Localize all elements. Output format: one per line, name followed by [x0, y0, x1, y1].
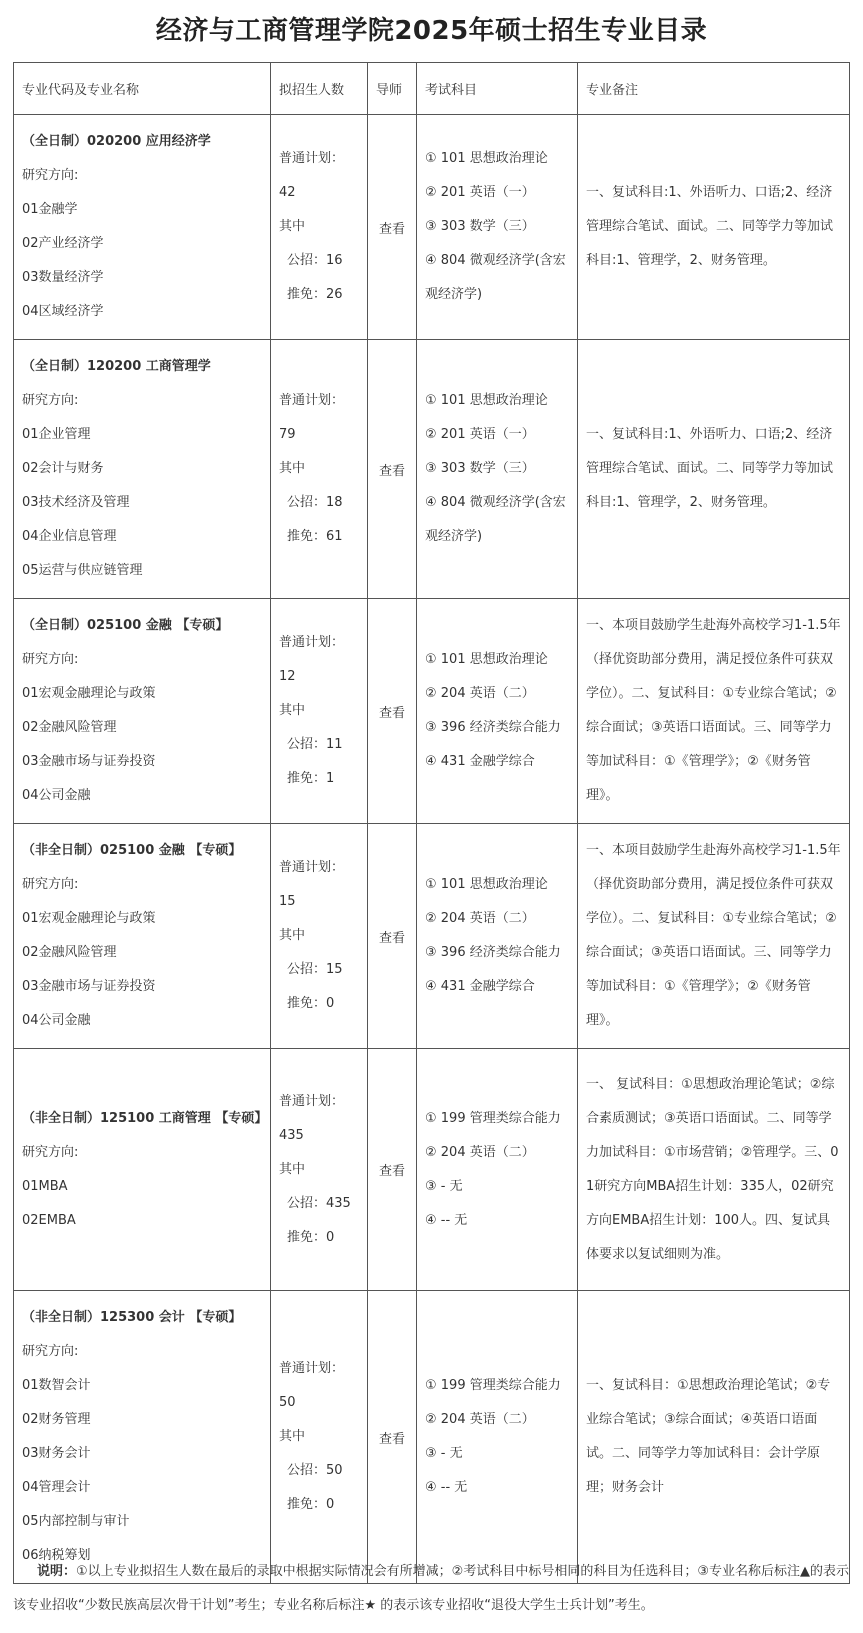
major-name: （非全日制）125100 工商管理 【专硕】 — [22, 1110, 268, 1126]
footnote-text: ①以上专业拟招生人数在最后的录取中根据实际情况会有所增减；②考试科目中标号相同的科目为任选科目；③专业名称后标注▲的表示该专业招收“少数民族高层次骨干计划”考生；专业名称后标注★ 的表示该专业招收“退役大学生士兵计划”考生。 — [13, 1564, 849, 1613]
table-row — [14, 1291, 850, 1584]
major-name: （全日制）120200 工商管理学 — [22, 359, 211, 374]
direction-item: 01MBA — [22, 1178, 68, 1194]
footnote-label: 说明： — [37, 1564, 77, 1579]
plan-cell — [271, 824, 368, 1049]
plan-total: 普通计划：12 — [279, 635, 345, 684]
plan-cell — [271, 340, 368, 599]
plan-public: 公招：11 — [287, 737, 343, 752]
subject-item: ③ - 无 — [425, 1178, 463, 1194]
note-cell: 一、本项目鼓励学生赴海外高校学习1-1.5年（择优资助部分费用，满足授位条件可获双学位）。二、复试科目：①专业综合笔试；②综合面试；③英语口语面试。三、同等学力等加试科目：①《管理学》；②《财务管理》。 — [578, 824, 850, 1049]
tutor-cell — [368, 1049, 417, 1291]
major-name: （全日制）020200 应用经济学 — [22, 134, 211, 149]
plan-sub-label: 其中 — [279, 461, 306, 476]
major-name: （非全日制）025100 金融 【专硕】 — [22, 843, 242, 858]
subject-item: ③ 303 数学（三） — [425, 219, 535, 234]
direction-item: 02产业经济学 — [22, 236, 104, 251]
direction-item: 01数智会计 — [22, 1378, 91, 1393]
major-cell — [14, 1049, 271, 1291]
direction-item: 01宏观金融理论与政策 — [22, 911, 156, 926]
subjects-cell — [417, 1291, 578, 1584]
plan-total: 普通计划：79 — [279, 393, 345, 442]
subjects-cell — [417, 1049, 578, 1291]
subject-item: ③ 396 经济类综合能力 — [425, 945, 561, 960]
footnote — [13, 1555, 849, 1623]
direction-item: 06纳税筹划 — [22, 1548, 91, 1563]
header-major: 专业代码及专业名称 — [14, 63, 271, 115]
direction-item: 03数量经济学 — [22, 270, 104, 285]
table-row — [14, 599, 850, 824]
major-name: （非全日制）125300 会计 【专硕】 — [22, 1310, 242, 1325]
subject-item: ① 101 思想政治理论 — [425, 151, 548, 166]
subject-item: ① 101 思想政治理论 — [425, 393, 548, 408]
view-tutor-link[interactable]: 查看 — [378, 705, 405, 721]
subject-item: ① 101 思想政治理论 — [425, 652, 548, 667]
plan-sub-label: 其中 — [279, 1429, 306, 1444]
plan-recommend: 推免：0 — [287, 1229, 335, 1245]
major-cell — [14, 599, 271, 824]
direction-item: 02财务管理 — [22, 1412, 91, 1427]
plan-recommend: 推免：1 — [287, 771, 335, 786]
note-cell: 一、复试科目:1、外语听力、口语;2、经济管理综合笔试、面试。二、同等学力等加试科目:1、管理学，2、财务管理。 — [578, 115, 850, 340]
note-cell: 一、复试科目：①思想政治理论笔试；②专业综合笔试；③综合面试；④英语口语面试。二、同等学力等加试科目：会计学原理；财务会计 — [578, 1291, 850, 1584]
header-plan: 拟招生人数 — [271, 63, 368, 115]
catalog-table — [13, 62, 850, 1584]
plan-sub-label: 其中 — [279, 928, 306, 943]
table-row — [14, 1049, 850, 1291]
direction-item: 02EMBA — [22, 1212, 76, 1228]
note-cell: 一、复试科目:1、外语听力、口语;2、经济管理综合笔试、面试。二、同等学力等加试科目:1、管理学，2、财务管理。 — [578, 340, 850, 599]
direction-item: 02金融风险管理 — [22, 720, 117, 735]
subject-item: ③ - 无 — [425, 1446, 463, 1461]
plan-cell — [271, 115, 368, 340]
subject-item: ③ 303 数学（三） — [425, 461, 535, 476]
subject-item: ② 204 英语（二） — [425, 911, 535, 926]
header-tutor: 导师 — [368, 63, 417, 115]
major-cell — [14, 340, 271, 599]
view-tutor-link[interactable]: 查看 — [378, 1431, 405, 1447]
direction-label: 研究方向: — [22, 1344, 79, 1359]
subjects-cell — [417, 599, 578, 824]
direction-item: 05运营与供应链管理 — [22, 563, 143, 578]
plan-public: 公招：18 — [287, 495, 343, 510]
direction-item: 01金融学 — [22, 202, 78, 217]
page-title: 经济与工商管理学院2025年硕士招生专业目录 — [155, 16, 708, 46]
plan-total: 普通计划：435 — [279, 1093, 345, 1143]
view-tutor-link[interactable]: 查看 — [378, 463, 405, 479]
subject-item: ④ 431 金融学综合 — [425, 754, 535, 769]
tutor-cell — [368, 599, 417, 824]
direction-item: 03技术经济及管理 — [22, 495, 130, 510]
tutor-cell — [368, 340, 417, 599]
subject-item: ① 199 管理类综合能力 — [425, 1110, 561, 1126]
direction-label: 研究方向: — [22, 652, 79, 667]
table-header-row — [14, 63, 850, 115]
plan-recommend: 推免：26 — [287, 287, 343, 302]
subject-item: ② 204 英语（二） — [425, 1144, 535, 1160]
view-tutor-link[interactable]: 查看 — [378, 221, 405, 237]
subject-item: ② 204 英语（二） — [425, 686, 535, 701]
subject-item: ② 201 英语（一） — [425, 427, 535, 442]
subject-item: ④ -- 无 — [425, 1480, 468, 1495]
direction-item: 04公司金融 — [22, 1013, 91, 1028]
major-name: （全日制）025100 金融 【专硕】 — [22, 618, 229, 633]
subjects-cell — [417, 824, 578, 1049]
tutor-cell — [368, 1291, 417, 1584]
direction-item: 02会计与财务 — [22, 461, 104, 476]
table-row — [14, 824, 850, 1049]
plan-public: 公招：50 — [287, 1463, 343, 1478]
plan-sub-label: 其中 — [279, 219, 306, 234]
direction-item: 04管理会计 — [22, 1480, 91, 1495]
subject-item: ② 204 英语（二） — [425, 1412, 535, 1427]
plan-public: 公招：16 — [287, 253, 343, 268]
direction-label: 研究方向: — [22, 877, 79, 892]
subject-item: ① 199 管理类综合能力 — [425, 1378, 561, 1393]
subject-item: ④ 804 微观经济学(含宏观经济学) — [425, 495, 566, 544]
direction-label: 研究方向: — [22, 393, 79, 408]
note-cell: 一、本项目鼓励学生赴海外高校学习1-1.5年（择优资助部分费用，满足授位条件可获双学位）。二、复试科目：①专业综合笔试；②综合面试；③英语口语面试。三、同等学力等加试科目：①《管理学》；②《财务管理》。 — [578, 599, 850, 824]
direction-label: 研究方向: — [22, 1144, 79, 1160]
direction-label: 研究方向: — [22, 168, 79, 183]
tutor-cell — [368, 824, 417, 1049]
plan-total: 普通计划：15 — [279, 860, 345, 909]
direction-item: 03金融市场与证券投资 — [22, 979, 156, 994]
plan-recommend: 推免：0 — [287, 996, 335, 1011]
subject-item: ④ 804 微观经济学(含宏观经济学) — [425, 253, 566, 302]
plan-total: 普通计划：50 — [279, 1361, 345, 1410]
plan-total: 普通计划：42 — [279, 151, 345, 200]
note-cell: 一、 复试科目：①思想政治理论笔试；②综合素质测试；③英语口语面试。二、同等学力加试科目：①市场营销；②管理学。三、01研究方向MBA招生计划：335人，02研究方向EMBA招生计划：100人。四、复试具体要求以复试细则为准。 — [578, 1049, 850, 1291]
direction-item: 03金融市场与证券投资 — [22, 754, 156, 769]
direction-item: 04区域经济学 — [22, 304, 104, 319]
major-cell — [14, 115, 271, 340]
subject-item: ④ 431 金融学综合 — [425, 979, 535, 994]
direction-item: 05内部控制与审计 — [22, 1514, 130, 1529]
plan-cell — [271, 1049, 368, 1291]
plan-recommend: 推免：0 — [287, 1497, 335, 1512]
table-row — [14, 340, 850, 599]
plan-cell — [271, 599, 368, 824]
header-note: 专业备注 — [578, 63, 850, 115]
plan-recommend: 推免：61 — [287, 529, 343, 544]
direction-item: 04公司金融 — [22, 788, 91, 803]
direction-item: 02金融风险管理 — [22, 945, 117, 960]
subjects-cell — [417, 115, 578, 340]
plan-sub-label: 其中 — [279, 703, 306, 718]
tutor-cell — [368, 115, 417, 340]
plan-public: 公招：15 — [287, 962, 343, 977]
subject-item: ③ 396 经济类综合能力 — [425, 720, 561, 735]
view-tutor-link[interactable]: 查看 — [378, 930, 405, 946]
direction-item: 01宏观金融理论与政策 — [22, 686, 156, 701]
subject-item: ② 201 英语（一） — [425, 185, 535, 200]
major-cell — [14, 824, 271, 1049]
subject-item: ④ -- 无 — [425, 1212, 468, 1228]
plan-public: 公招：435 — [287, 1195, 351, 1211]
direction-item: 03财务会计 — [22, 1446, 91, 1461]
direction-item: 01企业管理 — [22, 427, 91, 442]
plan-sub-label: 其中 — [279, 1161, 306, 1177]
major-cell — [14, 1291, 271, 1584]
direction-item: 04企业信息管理 — [22, 529, 117, 544]
plan-cell — [271, 1291, 368, 1584]
header-subjects: 考试科目 — [417, 63, 578, 115]
table-row — [14, 115, 850, 340]
subjects-cell — [417, 340, 578, 599]
subject-item: ① 101 思想政治理论 — [425, 877, 548, 892]
view-tutor-link[interactable]: 查看 — [378, 1164, 405, 1179]
